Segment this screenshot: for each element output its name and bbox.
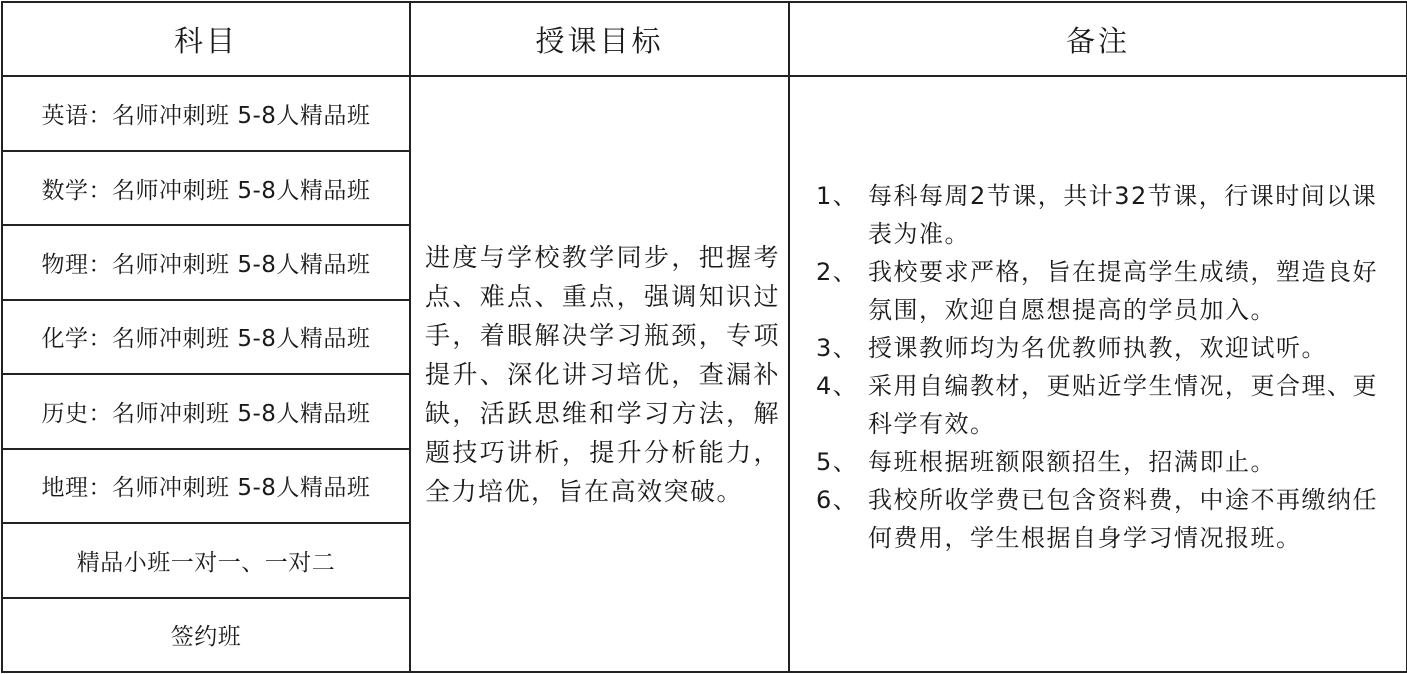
subject-cell-geography: 地理：名师冲刺班 5-8人精品班 [2,449,410,523]
remark-number: 3、 [816,334,859,363]
remarks-list [816,177,1406,557]
remark-number: 4、 [816,372,859,401]
remark-item [816,367,1406,443]
subject-cell-math: 数学：名师冲刺班 5-8人精品班 [2,151,410,225]
remark-item [816,481,1406,557]
header-remarks: 备注 [789,2,1407,76]
remark-number: 1、 [816,182,859,211]
remark-text: 我校所收学费已包含资料费，中途不再缴纳任何费用，学生根据自身学习情况报班。 [868,486,1378,553]
subject-cell-english: 英语：名师冲刺班 5-8人精品班 [2,76,410,150]
remark-text: 采用自编教材，更贴近学生情况，更合理、更科学有效。 [868,372,1378,439]
subject-cell-history: 历史：名师冲刺班 5-8人精品班 [2,374,410,448]
table-row [2,76,1407,150]
remark-number: 6、 [816,486,859,515]
course-table [1,1,1407,673]
remark-number: 5、 [816,448,859,477]
remarks-cell [789,76,1407,672]
goal-cell: 进度与学校教学同步，把握考点、难点、重点，强调知识过手，着眼解决学习瓶颈，专项提升、深化讲习培优，查漏补缺，活跃思维和学习方法，解题技巧讲析，提升分析能力，全力培优，旨在高效突破。 [410,76,789,672]
remark-text: 授课教师均为名优教师执教，欢迎试听。 [868,334,1327,363]
header-row [2,2,1407,76]
subject-cell-contract-class: 签约班 [2,598,410,673]
subject-cell-physics: 物理：名师冲刺班 5-8人精品班 [2,225,410,299]
remark-item [816,329,1406,367]
header-subject: 科目 [2,2,410,76]
remark-text: 每班根据班额限额招生，招满即止。 [868,448,1276,477]
subject-cell-one-on-one: 精品小班一对一、一对二 [2,523,410,597]
remark-number: 2、 [816,258,859,287]
remark-text: 每科每周2节课，共计32节课，行课时间以课表为准。 [868,182,1378,249]
subject-cell-chemistry: 化学：名师冲刺班 5-8人精品班 [2,300,410,374]
remark-item [816,253,1406,329]
remark-item [816,177,1406,253]
header-goal: 授课目标 [410,2,789,76]
remark-item [816,443,1406,481]
remark-text: 我校要求严格，旨在提高学生成绩，塑造良好氛围，欢迎自愿想提高的学员加入。 [868,258,1378,325]
